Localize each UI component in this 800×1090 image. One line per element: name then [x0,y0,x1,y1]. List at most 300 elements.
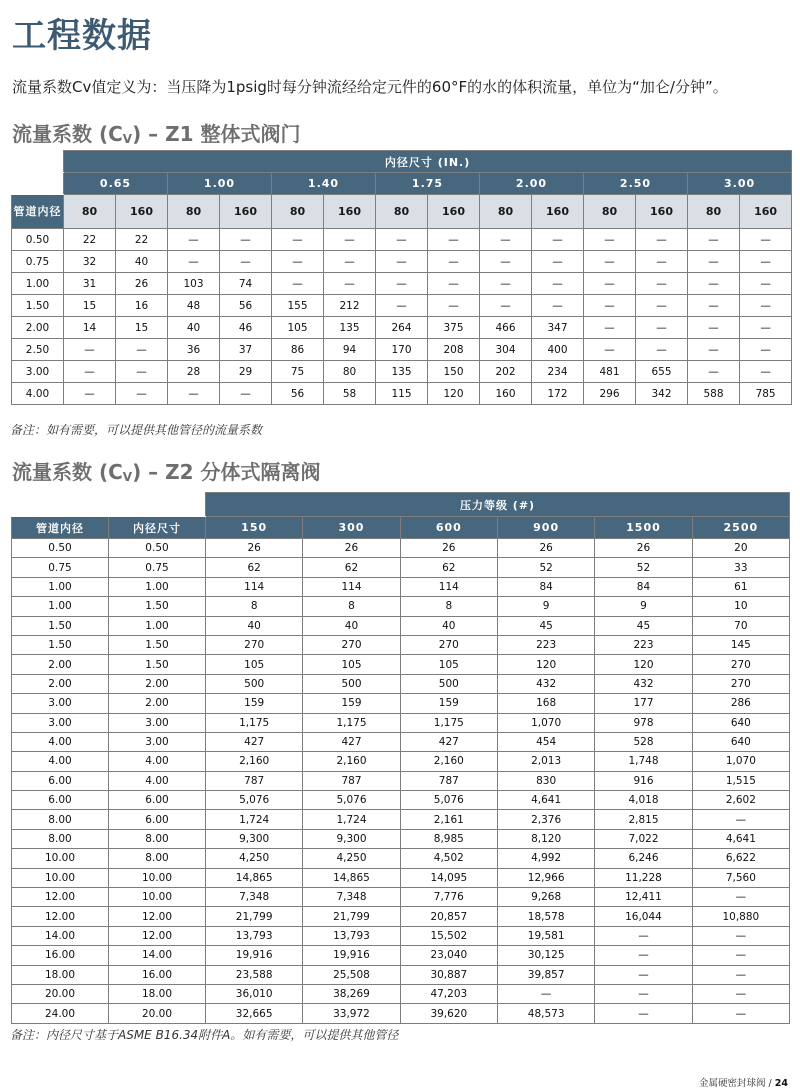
z2-cv-cell: 7,348 [206,888,303,907]
z2-bore-size-cell: 2.00 [109,694,206,713]
z2-col-bore: 内径尺寸 [109,517,206,539]
z2-cv-cell: 6,622 [692,849,789,868]
z1-cv-cell: 155 [272,295,324,317]
z1-cv-cell: 32 [64,251,116,273]
z2-cv-cell: 270 [400,635,497,654]
z2-pipe-size-cell: 0.75 [12,558,109,577]
z2-cv-cell: 13,793 [206,926,303,945]
z1-cv-cell: — [376,229,428,251]
z2-cv-cell: 2,160 [400,752,497,771]
z1-group-header: 内径尺寸 (IN.) [64,151,792,173]
z2-cv-cell: — [692,888,789,907]
z2-pipe-size-cell: 2.00 [12,674,109,693]
z2-cv-cell: 114 [303,577,400,596]
z1-cv-cell: — [636,273,688,295]
z1-pipe-size-cell: 2.50 [12,339,64,361]
z2-bore-size-cell: 8.00 [109,849,206,868]
z2-cv-cell: 4,502 [400,849,497,868]
z2-pipe-size-cell: 0.50 [12,539,109,558]
z1-cv-cell: — [480,295,532,317]
z2-cv-cell: 84 [497,577,594,596]
z2-bore-size-cell: 4.00 [109,771,206,790]
z2-cv-cell: 33,972 [303,1004,400,1023]
z1-cv-cell: 14 [64,317,116,339]
z2-cv-cell: 45 [497,616,594,635]
z1-schedule-header: 80 [64,195,116,229]
z2-pipe-size-cell: 10.00 [12,849,109,868]
z1-cv-cell: — [636,339,688,361]
intro-text: 流量系数Cv值定义为：当压降为1psig时每分钟流经给定元件的60°F的水的体积流量，单位为“加仑/分钟”。 [12,78,728,96]
z2-cv-cell: 2,013 [497,752,594,771]
z2-bore-size-cell: 10.00 [109,868,206,887]
z2-pipe-size-cell: 12.00 [12,907,109,926]
z1-cv-cell: 48 [168,295,220,317]
z1-cv-cell: 40 [116,251,168,273]
z2-pipe-size-cell: 18.00 [12,965,109,984]
z2-cv-cell: 19,581 [497,926,594,945]
z2-cv-cell: 916 [595,771,692,790]
z2-cv-cell: 30,887 [400,965,497,984]
z2-cv-cell: 427 [303,732,400,751]
z1-heading-suffix: ) – Z1 整体式阀门 [132,122,301,146]
z2-cv-cell: 432 [497,674,594,693]
z1-cv-cell: — [688,317,740,339]
z1-cv-cell: — [428,251,480,273]
z1-cv-cell: — [168,229,220,251]
z2-heading-prefix: 流量系数 (C [12,460,123,484]
z2-cv-cell: 19,916 [206,946,303,965]
z1-cv-cell: — [428,229,480,251]
z2-heading-sub: V [122,470,133,484]
z2-cv-cell: 52 [595,558,692,577]
z2-table-row [12,1004,790,1023]
z2-cv-cell: — [595,926,692,945]
z2-cv-cell: 13,793 [303,926,400,945]
z2-table-row [12,539,790,558]
z1-cv-cell: — [168,383,220,405]
z2-cv-cell: 26 [497,539,594,558]
z1-cv-cell: 150 [428,361,480,383]
z1-cv-cell: 36 [168,339,220,361]
z2-pipe-size-cell: 1.00 [12,597,109,616]
z1-pipe-size-cell: 3.00 [12,361,64,383]
z2-heading [12,456,321,485]
z2-pressure-class-header: 900 [497,517,594,539]
z1-cv-cell: 115 [376,383,428,405]
z1-cv-cell: 58 [324,383,376,405]
z2-cv-cell: — [692,926,789,945]
z2-pressure-class-header: 600 [400,517,497,539]
z1-pipe-size-cell: 1.50 [12,295,64,317]
z1-cv-cell: 15 [64,295,116,317]
z2-pipe-size-cell: 24.00 [12,1004,109,1023]
z2-cv-cell: 1,515 [692,771,789,790]
z2-cv-cell: 223 [595,635,692,654]
z1-cv-cell: 22 [116,229,168,251]
z1-cv-cell: — [64,361,116,383]
z2-table-row [12,829,790,848]
z1-cv-cell: — [688,229,740,251]
z2-cv-cell: 8,985 [400,829,497,848]
z2-pipe-size-cell: 20.00 [12,984,109,1003]
z1-schedule-header: 160 [428,195,480,229]
z2-cv-cell: 1,175 [303,713,400,732]
z2-cv-cell: — [497,984,594,1003]
z2-cv-cell: 787 [400,771,497,790]
z2-cv-cell: 18,578 [497,907,594,926]
z2-table-row [12,752,790,771]
z1-cv-cell: — [688,251,740,273]
z2-cv-cell: 26 [206,539,303,558]
z2-cv-cell: 4,641 [497,791,594,810]
z2-table-row [12,888,790,907]
z2-bore-size-cell: 0.75 [109,558,206,577]
z1-schedule-header: 160 [220,195,272,229]
z2-cv-cell: 4,992 [497,849,594,868]
z2-cv-cell: — [692,810,789,829]
z2-col-pipe: 管道内径 [12,517,109,539]
z1-cv-cell: — [584,339,636,361]
z2-cv-cell: 12,411 [595,888,692,907]
z1-schedule-header: 160 [636,195,688,229]
z1-cv-cell: — [272,229,324,251]
z1-cv-cell: 80 [324,361,376,383]
z1-schedule-header: 80 [272,195,324,229]
z2-pipe-size-cell: 16.00 [12,946,109,965]
z1-cv-cell: — [376,251,428,273]
z1-cv-cell: 31 [64,273,116,295]
z2-cv-cell: — [595,984,692,1003]
z2-cv-cell: 1,175 [400,713,497,732]
z1-schedule-header: 160 [116,195,168,229]
z1-cv-cell: — [688,339,740,361]
z1-cv-cell: 172 [532,383,584,405]
z2-cv-cell: 270 [206,635,303,654]
z2-cv-cell: — [692,946,789,965]
z1-cv-cell: 135 [376,361,428,383]
z2-cv-cell: — [595,946,692,965]
z2-cv-cell: 84 [595,577,692,596]
z1-table-row [12,317,792,339]
z2-bore-size-cell: 12.00 [109,926,206,945]
z1-cv-cell: — [636,295,688,317]
z1-cv-cell: 481 [584,361,636,383]
z2-cv-cell: 8 [400,597,497,616]
z1-corner-blank-2 [12,173,64,195]
z1-cv-cell: 296 [584,383,636,405]
z2-cv-cell: 159 [206,694,303,713]
z2-cv-cell: 787 [206,771,303,790]
z2-pipe-size-cell: 12.00 [12,888,109,907]
z2-pipe-size-cell: 14.00 [12,926,109,945]
z2-cv-cell: 223 [497,635,594,654]
z1-cv-cell: 655 [636,361,688,383]
z2-cv-cell: 500 [400,674,497,693]
z2-table-row [12,907,790,926]
z1-cv-cell: 120 [428,383,480,405]
z1-cv-cell: 74 [220,273,272,295]
z2-pressure-class-header: 1500 [595,517,692,539]
z2-cv-cell: 1,748 [595,752,692,771]
z2-cv-cell: 70 [692,616,789,635]
z1-cv-cell: 46 [220,317,272,339]
z1-cv-cell: 37 [220,339,272,361]
z2-cv-cell: 114 [206,577,303,596]
z2-pipe-size-cell: 1.00 [12,577,109,596]
z2-cv-cell: 52 [497,558,594,577]
z1-cv-cell: 75 [272,361,324,383]
z2-cv-cell: 33 [692,558,789,577]
z2-cv-cell: 2,602 [692,791,789,810]
z2-cv-cell: 39,857 [497,965,594,984]
z2-pipe-size-cell: 6.00 [12,771,109,790]
z1-cv-cell: — [272,251,324,273]
z2-cv-cell: 39,620 [400,1004,497,1023]
z2-bore-size-cell: 8.00 [109,829,206,848]
z2-cv-cell: 105 [400,655,497,674]
z1-cv-cell: 26 [116,273,168,295]
z2-cv-cell: 2,815 [595,810,692,829]
z1-note: 备注：如有需要，可以提供其他管径的流量系数 [10,423,263,437]
z2-cv-cell: 10 [692,597,789,616]
z2-cv-cell: 9,300 [206,829,303,848]
z2-pipe-size-cell: 8.00 [12,829,109,848]
z1-table-row [12,295,792,317]
z2-table-row [12,771,790,790]
z2-note: 备注：内径尺寸基于ASME B16.34附件A。如有需要，可以提供其他管径 [10,1028,399,1042]
z1-cv-cell: — [532,229,584,251]
z2-cv-cell: 9 [595,597,692,616]
z1-bore-size-header: 2.50 [584,173,688,195]
z1-cv-cell: 466 [480,317,532,339]
z2-table-row [12,732,790,751]
z2-pipe-size-cell: 2.00 [12,655,109,674]
z1-cv-cell: 22 [64,229,116,251]
z1-cv-cell: — [688,361,740,383]
z2-cv-cell: 4,641 [692,829,789,848]
z2-cv-cell: 21,799 [303,907,400,926]
z1-schedule-header: 80 [376,195,428,229]
z2-cv-cell: 38,269 [303,984,400,1003]
z2-cv-cell: 9 [497,597,594,616]
z2-cv-cell: 7,348 [303,888,400,907]
z1-flow-table [11,150,792,405]
z2-cv-cell: 14,095 [400,868,497,887]
z2-table-row [12,655,790,674]
z1-cv-cell: — [324,273,376,295]
z1-cv-cell: — [376,295,428,317]
z2-bore-size-cell: 1.50 [109,597,206,616]
z1-bore-size-header: 1.40 [272,173,376,195]
z1-cv-cell: 86 [272,339,324,361]
z2-bore-size-cell: 6.00 [109,810,206,829]
z2-cv-cell: 4,018 [595,791,692,810]
z2-cv-cell: 62 [206,558,303,577]
z2-cv-cell: 500 [303,674,400,693]
z1-cv-cell: — [64,339,116,361]
z2-cv-cell: 177 [595,694,692,713]
z1-cv-cell: — [532,273,584,295]
z1-schedule-header: 160 [532,195,584,229]
z2-cv-cell: 2,161 [400,810,497,829]
z2-cv-cell: 500 [206,674,303,693]
z2-bore-size-cell: 0.50 [109,539,206,558]
z2-cv-cell: 2,160 [206,752,303,771]
z2-table-row [12,965,790,984]
z1-cv-cell: 785 [740,383,792,405]
z2-cv-cell: 23,588 [206,965,303,984]
z1-cv-cell: — [636,317,688,339]
z2-cv-cell: 45 [595,616,692,635]
z2-cv-cell: 20 [692,539,789,558]
z2-cv-cell: — [692,984,789,1003]
z2-cv-cell: 4,250 [303,849,400,868]
z2-pipe-size-cell: 3.00 [12,713,109,732]
z2-cv-cell: 62 [400,558,497,577]
z2-bore-size-cell: 18.00 [109,984,206,1003]
footer-separator: / [768,1078,772,1089]
z2-cv-cell: 20,857 [400,907,497,926]
z2-cv-cell: 270 [303,635,400,654]
z1-table-row [12,383,792,405]
z1-cv-cell: 400 [532,339,584,361]
z1-bore-size-header: 0.65 [64,173,168,195]
z1-heading-prefix: 流量系数 (C [12,122,123,146]
z1-cv-cell: — [272,273,324,295]
z2-cv-cell: 40 [206,616,303,635]
z2-cv-cell: 15,502 [400,926,497,945]
z2-pipe-size-cell: 6.00 [12,791,109,810]
z1-cv-cell: 170 [376,339,428,361]
z2-table-row [12,577,790,596]
z1-cv-cell: — [532,295,584,317]
z2-cv-cell: 145 [692,635,789,654]
z1-cv-cell: — [636,251,688,273]
z2-bore-size-cell: 10.00 [109,888,206,907]
z2-bore-size-cell: 1.50 [109,635,206,654]
z2-cv-cell: 2,376 [497,810,594,829]
z2-cv-cell: 528 [595,732,692,751]
z1-cv-cell: 212 [324,295,376,317]
z2-pressure-class-header: 150 [206,517,303,539]
z1-cv-cell: — [168,251,220,273]
z1-cv-cell: — [740,361,792,383]
z1-cv-cell: — [220,383,272,405]
z1-pipe-size-cell: 0.75 [12,251,64,273]
z2-cv-cell: 120 [497,655,594,674]
z2-pipe-size-cell: 4.00 [12,732,109,751]
z1-cv-cell: — [532,251,584,273]
z2-table-row [12,597,790,616]
z2-cv-cell: 427 [206,732,303,751]
z1-cv-cell: 160 [480,383,532,405]
z1-cv-cell: — [740,273,792,295]
z1-schedule-header: 160 [740,195,792,229]
z2-cv-cell: 1,724 [206,810,303,829]
z2-cv-cell: 270 [692,655,789,674]
z2-bore-size-cell: 4.00 [109,752,206,771]
z2-cv-cell: 14,865 [206,868,303,887]
z2-bore-size-cell: 12.00 [109,907,206,926]
z2-cv-cell: 432 [595,674,692,693]
z1-cv-cell: 103 [168,273,220,295]
z1-cv-cell: — [220,251,272,273]
z2-pipe-size-cell: 1.50 [12,616,109,635]
z1-cv-cell: 264 [376,317,428,339]
z2-table-row [12,713,790,732]
z1-cv-cell: 342 [636,383,688,405]
z2-cv-cell: 40 [303,616,400,635]
z2-cv-cell: 168 [497,694,594,713]
z2-cv-cell: 9,268 [497,888,594,907]
z1-cv-cell: 56 [220,295,272,317]
z2-cv-cell: 14,865 [303,868,400,887]
z2-cv-cell: 7,022 [595,829,692,848]
z2-cv-cell: 978 [595,713,692,732]
footer-text: 金属硬密封球阀 [698,1078,766,1089]
z2-cv-cell: 5,076 [400,791,497,810]
z2-table-row [12,674,790,693]
z2-cv-cell: 9,300 [303,829,400,848]
z2-cv-cell: 19,916 [303,946,400,965]
z2-bore-size-cell: 1.00 [109,616,206,635]
z1-table-row [12,361,792,383]
z2-pressure-class-header: 2500 [692,517,789,539]
page-title: 工程数据 [12,16,152,56]
z2-bore-size-cell: 6.00 [109,791,206,810]
z2-cv-cell: 25,508 [303,965,400,984]
z2-cv-cell: 120 [595,655,692,674]
z1-cv-cell: 375 [428,317,480,339]
z1-cv-cell: — [324,251,376,273]
z2-pressure-class-header: 300 [303,517,400,539]
z2-cv-cell: 1,070 [497,713,594,732]
z2-pipe-size-cell: 4.00 [12,752,109,771]
z2-heading-suffix: ) – Z2 分体式隔离阀 [132,460,321,484]
z2-cv-cell: 12,966 [497,868,594,887]
z2-cv-cell: 7,776 [400,888,497,907]
z2-cv-cell: 10,880 [692,907,789,926]
z2-cv-cell: 159 [400,694,497,713]
z2-cv-cell: 40 [400,616,497,635]
z2-cv-cell: — [595,1004,692,1023]
z1-cv-cell: — [584,317,636,339]
z1-cv-cell: — [428,295,480,317]
z2-bore-size-cell: 20.00 [109,1004,206,1023]
z1-table-row [12,251,792,273]
z1-table-row [12,339,792,361]
z2-bore-size-cell: 1.00 [109,577,206,596]
z2-group-header: 压力等级 (#) [206,493,790,517]
z2-cv-cell: 830 [497,771,594,790]
z1-schedule-header: 80 [688,195,740,229]
z1-heading [12,118,301,147]
z2-cv-cell: 427 [400,732,497,751]
z2-cv-cell: 5,076 [303,791,400,810]
z1-cv-cell: — [688,295,740,317]
z1-cv-cell: 588 [688,383,740,405]
z2-cv-cell: 36,010 [206,984,303,1003]
z1-cv-cell: 56 [272,383,324,405]
z1-heading-sub: V [122,132,133,146]
z2-table-row [12,984,790,1003]
z1-table-row [12,273,792,295]
z1-corner-blank [12,151,64,173]
z2-cv-cell: 30,125 [497,946,594,965]
z1-cv-cell: — [688,273,740,295]
z1-cv-cell: 15 [116,317,168,339]
z2-cv-cell: — [595,965,692,984]
